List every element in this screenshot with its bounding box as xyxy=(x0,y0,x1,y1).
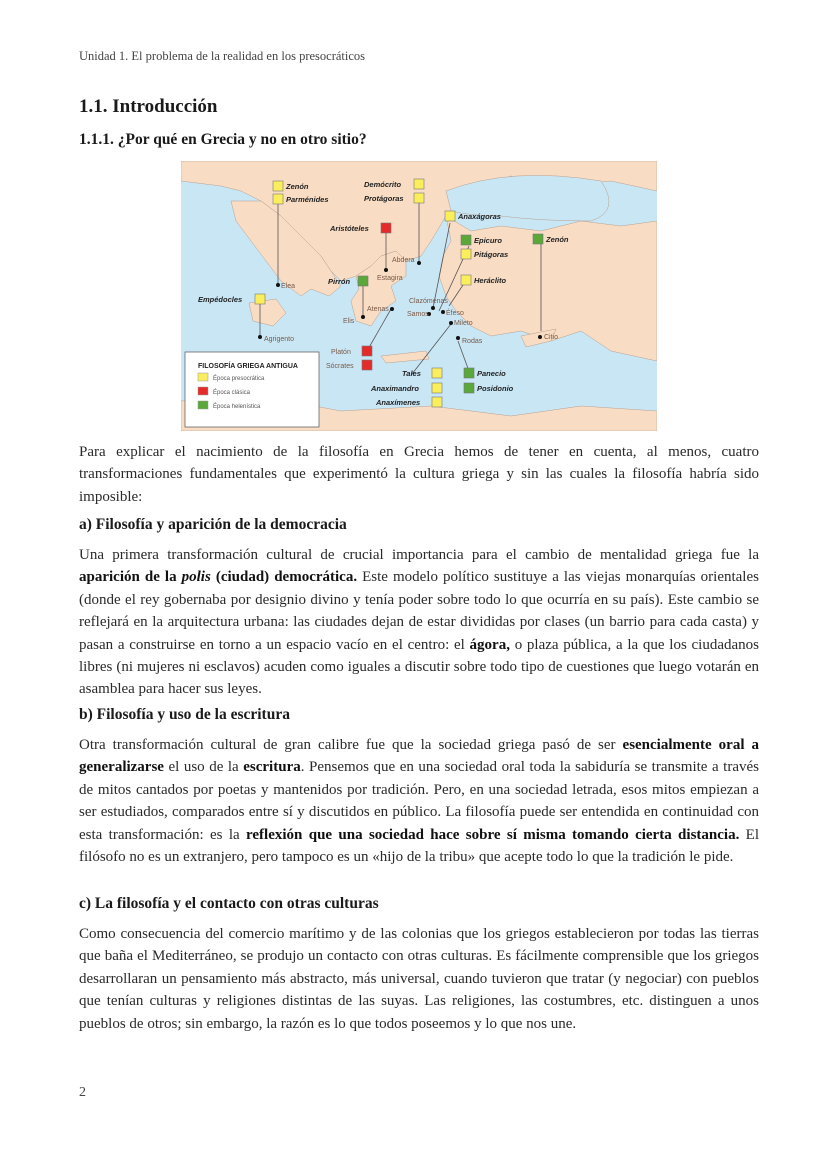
svg-text:Anaxágoras: Anaxágoras xyxy=(458,212,501,221)
svg-text:Empédocles: Empédocles xyxy=(198,295,243,304)
svg-text:Éfeso: Éfeso xyxy=(446,310,464,317)
svg-text:Parménides: Parménides xyxy=(286,195,329,204)
svg-text:Heráclito: Heráclito xyxy=(474,276,507,285)
svg-text:Zenón: Zenón xyxy=(546,235,569,244)
section-b-title: b) Filosofía y uso de la escritura xyxy=(79,706,290,723)
svg-text:Demócrito: Demócrito xyxy=(364,180,402,189)
svg-text:Mileto: Mileto xyxy=(454,320,473,327)
svg-text:Agrigento: Agrigento xyxy=(264,336,294,343)
svg-text:Rodas: Rodas xyxy=(462,338,483,345)
running-header: Unidad 1. El problema de la realidad en los presocráticos xyxy=(79,49,366,63)
page-number: 2 xyxy=(79,1085,86,1100)
section-b-paragraph: Otra transformación cultural de gran calibre fue que la sociedad griega pasó de ser esencialmente oral a generalizarse el uso de la escritura. Pensemos que en una sociedad oral toda la sabiduría se transmite a través de mitos cantados por poetas y mantenidos por tradición. Pero, en una sociedad letrada, esos mitos empiezan a ser estudiados, comparados entre sí y discutidos en público. La filosofía puede ser entendida en continuidad con esta transformación: es la reflexión que una sociedad hace sobre sí misma tomando cierta distancia. El filósofo no es un extranjero, pero tampoco es un «hijo de la tribu» que acepte todo lo que la tradición le pide. xyxy=(79,737,760,866)
emphasis-reflexion: reflexión que una sociedad hace sobre sí misma tomando cierta distancia. xyxy=(246,826,740,843)
svg-text:Época helenística: Época helenística xyxy=(213,404,261,410)
svg-text:Citio: Citio xyxy=(544,334,559,341)
section-a-title: a) Filosofía y aparición de la democracia xyxy=(79,516,347,533)
emphasis-agora: ágora, xyxy=(469,636,510,653)
svg-text:Posidonio: Posidonio xyxy=(477,384,514,393)
emphasis-escritura: escritura xyxy=(243,759,301,776)
svg-text:Sócrates: Sócrates xyxy=(326,363,354,370)
map-legend xyxy=(185,352,319,427)
svg-text:Tales: Tales xyxy=(402,369,421,378)
section-a-paragraph: Una primera transformación cultural de crucial importancia para el cambio de mentalidad griega fue la aparición de la polis (ciudad) democrática. Este modelo político sustituye a las viejas monarquías orientales (donde el rey gobernaba por designio divino y tenía poder sobre todo lo que ocurría en su país). Este cambio se reflejará en la arquitectura urbana: las ciudades dejan de estar divididas por clases (un barrio para cada casta) y pasan a construirse en torno a un espacio vacío en el centro: el ágora, o plaza pública, a la que los ciudadanos libres (ni mujeres ni esclavos) acuden como iguales a discutir sobre todo tipo de cuestiones que luego votarán en asamblea para hacer sus leyes. xyxy=(79,547,759,698)
section-c-paragraph: Como consecuencia del comercio marítimo y de las colonias que los griegos establecieron por todas las tierras que baña el Mediterráneo, se produjo un contacto con otras culturas. Es fácilmente comprensible que los griegos desarrollaran un pensamiento más abstracto, más universal, cuando tuvieron que tratar (y negociar) con pueblos que tenían culturas y religiones distintas de las suyas. Las religiones, las costumbres, etc. distinguen a unos pueblos de otros; sin embargo, la razón es lo que todos poseemos y lo que nos une. xyxy=(79,926,759,1032)
emphasis-polis: aparición de la polis (ciudad) democrática. xyxy=(79,569,358,586)
svg-text:Aristóteles: Aristóteles xyxy=(330,224,369,233)
ancient-greek-philosophy-map xyxy=(181,161,657,431)
emphasis-oral: esencialmente oral a generalizarse xyxy=(79,737,759,776)
svg-text:Samos: Samos xyxy=(407,311,429,318)
intro-paragraph: Para explicar el nacimiento de la filosofía en Grecia hemos de tener en cuenta, al menos, cuatro transformaciones fundamentales que experimentó la cultura griega y sin las cuales la filosofía habría sido imposible: xyxy=(79,444,759,505)
svg-text:Época clásica: Época clásica xyxy=(213,390,251,396)
svg-text:Estagira: Estagira xyxy=(377,275,403,282)
section-c-title: c) La filosofía y el contacto con otras culturas xyxy=(79,895,379,912)
svg-text:Pitágoras: Pitágoras xyxy=(474,250,509,259)
svg-text:Epicuro: Epicuro xyxy=(474,236,502,245)
svg-text:Platón: Platón xyxy=(331,349,351,356)
svg-text:Elea: Elea xyxy=(281,283,296,290)
svg-text:Época presocrática: Época presocrática xyxy=(213,376,265,382)
svg-text:Abdera: Abdera xyxy=(392,257,415,264)
svg-text:Pirrón: Pirrón xyxy=(328,277,351,286)
subsection-heading: 1.1.1. ¿Por qué en Grecia y no en otro sitio? xyxy=(79,131,367,148)
svg-text:Zenón: Zenón xyxy=(286,182,309,191)
section-heading: 1.1. Introducción xyxy=(79,96,218,117)
svg-text:Elis: Elis xyxy=(343,318,355,325)
svg-text:Clazómenas: Clazómenas xyxy=(409,298,448,305)
svg-text:Panecio: Panecio xyxy=(477,369,506,378)
svg-text:Protágoras: Protágoras xyxy=(364,194,404,203)
svg-text:Anaximandro: Anaximandro xyxy=(371,384,419,393)
svg-text:Anaxímenes: Anaxímenes xyxy=(376,398,421,407)
svg-text:Atenas: Atenas xyxy=(367,306,389,313)
svg-text:FILOSOFÍA GRIEGA ANTIGUA: FILOSOFÍA GRIEGA ANTIGUA xyxy=(198,363,298,370)
